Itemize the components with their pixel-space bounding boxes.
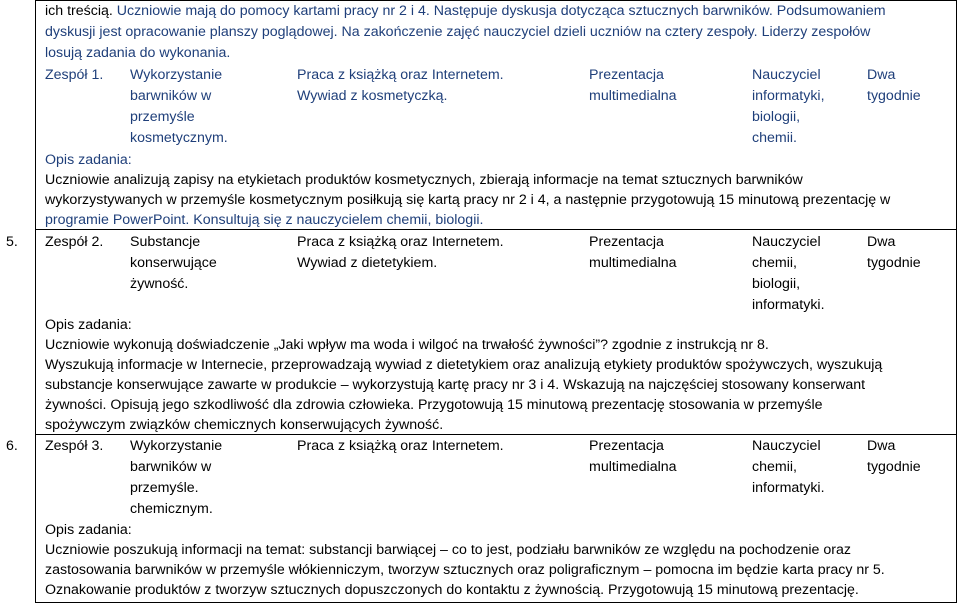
topic-line: Wykorzystanie xyxy=(130,438,223,454)
teacher-line: Nauczyciel xyxy=(752,438,821,454)
method-line: Wywiad z dietetykiem. xyxy=(297,255,438,271)
teacher-line: Nauczyciel xyxy=(752,67,821,83)
topic-line: przemyśle. xyxy=(130,480,199,496)
teacher-line: informatyki, xyxy=(752,88,825,104)
topic-line: kosmetycznym. xyxy=(130,130,228,146)
team-label: Zespół 2. xyxy=(45,234,104,250)
form-line: multimedialna xyxy=(589,88,677,104)
method-line: Wywiad z kosmetyczką. xyxy=(297,88,448,104)
task-line: Uczniowie poszukują informacji na temat: substancji barwiącej – co to jest, podziału barwników ze względu na pochodzenie oraz xyxy=(45,542,851,558)
form-line: Prezentacja xyxy=(589,438,664,454)
row-number: 6. xyxy=(6,438,18,454)
method-line: Praca z książką oraz Internetem. xyxy=(297,234,504,250)
task-line: wykorzystywanych w przemyśle kosmetycznym posiłkują się kartą pracy nr 2 i 4, a następnie przygotowują 15 minutową prezentację w xyxy=(45,192,891,208)
teacher-line: biologii, xyxy=(752,276,801,292)
task-label: Opis zadania: xyxy=(45,152,132,168)
teacher-line: chemii. xyxy=(752,130,797,146)
team-label: Zespół 3. xyxy=(45,438,104,454)
task-line: programie PowerPoint. Konsultują się z nauczycielem chemii, biologii. xyxy=(45,212,484,228)
time-line: tygodnie xyxy=(867,459,921,475)
topic-line: konserwujące xyxy=(130,255,217,271)
topic-line: Wykorzystanie xyxy=(130,67,223,83)
task-line: Uczniowie analizują zapisy na etykietach produktów kosmetycznych, zbierają informacje na temat sztucznych barwników xyxy=(45,172,803,188)
task-line: Uczniowie wykonują doświadczenie „Jaki wpływ ma woda i wilgoć na trwałość żywności”? zgodnie z instrukcją nr 8. xyxy=(45,337,769,353)
method-line: Praca z książką oraz Internetem. xyxy=(297,438,504,454)
task-label: Opis zadania: xyxy=(45,522,132,538)
task-line: Oznakowanie produktów z tworzyw sztucznych dopuszczonych do kontaktu z żywnością. Przygotowują 15 minutową prezentację. xyxy=(45,582,859,598)
time-line: tygodnie xyxy=(867,88,921,104)
task-line: Wyszukują informacje w Internecie, przeprowadzają wywiad z dietetykiem oraz analizują etykiety produktów spożywczych, wyszukują xyxy=(45,357,883,373)
task-label: Opis zadania: xyxy=(45,317,132,333)
time-line: Dwa xyxy=(867,234,896,250)
row-number: 5. xyxy=(6,234,18,250)
form-line: multimedialna xyxy=(589,255,677,271)
intro-line-1: ich treścią. Uczniowie mają do pomocy kartami pracy nr 2 i 4. Następuje dyskusja dotycząca sztucznych barwników. Podsumowaniem xyxy=(45,3,886,19)
teacher-line: biologii, xyxy=(752,109,801,125)
form-line: multimedialna xyxy=(589,459,677,475)
topic-line: żywność. xyxy=(130,276,189,292)
team-label: Zespół 1. xyxy=(45,67,104,83)
topic-line: barwników w xyxy=(130,459,212,475)
time-line: Dwa xyxy=(867,67,896,83)
topic-line: barwników w xyxy=(130,88,212,104)
task-line: substancje konserwujące zawarte w produkcie – wykorzystują kartę pracy nr 3 i 4. Wskazują na najczęściej stosowany konserwant xyxy=(45,377,866,393)
topic-line: przemyśle xyxy=(130,109,195,125)
teacher-line: informatyki. xyxy=(752,480,825,496)
form-line: Prezentacja xyxy=(589,234,664,250)
task-line: żywności. Opisują jego szkodliwość dla zdrowia człowieka. Przygotowują 15 minutową prezentację stosowania w przemyśle xyxy=(45,397,823,413)
time-line: tygodnie xyxy=(867,255,921,271)
method-line: Praca z książką oraz Internetem. xyxy=(297,67,504,83)
intro-line-3: losują zadania do wykonania. xyxy=(45,45,231,61)
time-line: Dwa xyxy=(867,438,896,454)
task-line: spożywczym związków chemicznych konserwujących żywność. xyxy=(45,417,444,433)
intro-line-2: dyskusji jest opracowanie planszy poglądowej. Na zakończenie zajęć nauczyciel dzieli uczniów na cztery zespoły. Liderzy zespołów xyxy=(45,24,871,40)
teacher-line: chemii, xyxy=(752,255,797,271)
teacher-line: informatyki. xyxy=(752,297,825,313)
form-line: Prezentacja xyxy=(589,67,664,83)
teacher-line: chemii, xyxy=(752,459,797,475)
task-line: zastosowania barwników w przemyśle włókienniczym, tworzyw sztucznych oraz poligraficznym – pomocna im będzie karta pracy nr 5. xyxy=(45,562,885,578)
teacher-line: Nauczyciel xyxy=(752,234,821,250)
topic-line: chemicznym. xyxy=(130,501,213,517)
topic-line: Substancje xyxy=(130,234,201,250)
